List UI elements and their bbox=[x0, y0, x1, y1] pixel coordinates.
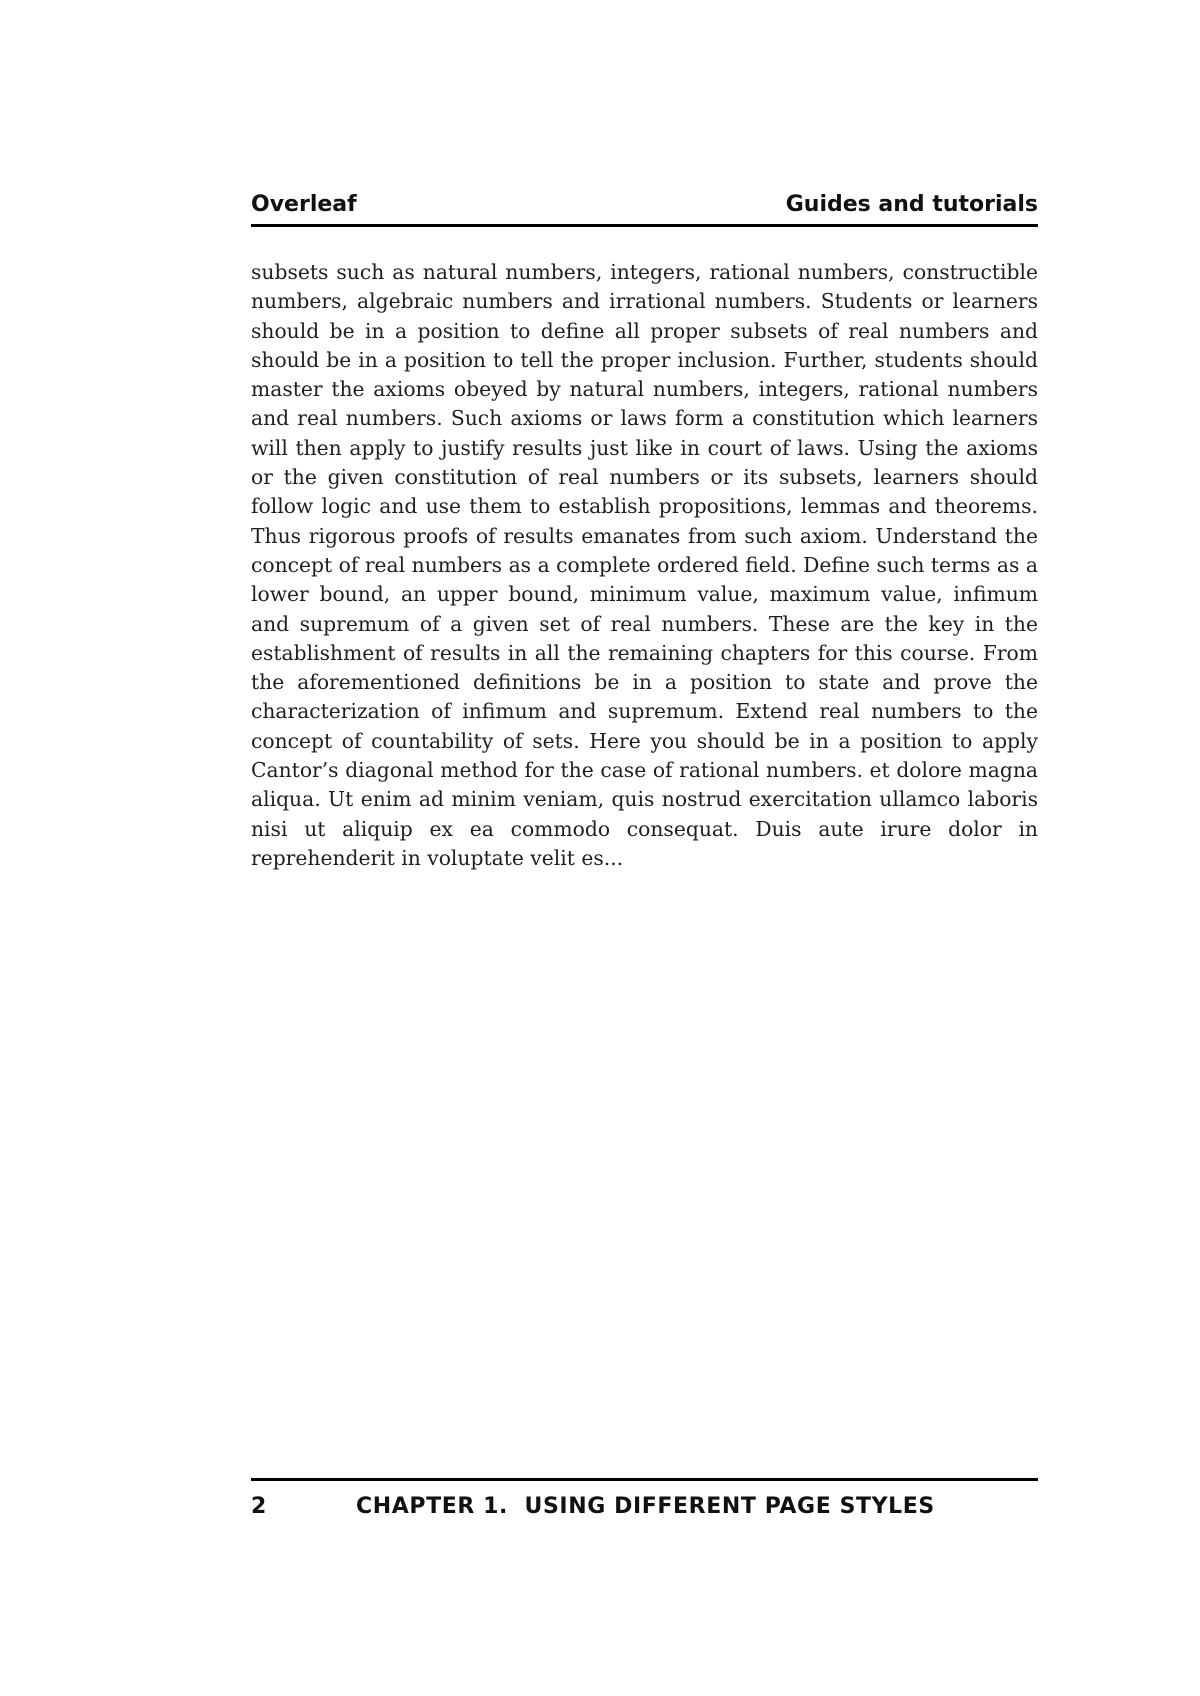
chapter-title: CHAPTER 1. USING DIFFERENT PAGE STYLES bbox=[356, 1494, 935, 1519]
page-number: 2 bbox=[251, 1494, 267, 1519]
page-footer bbox=[251, 1478, 1038, 1525]
body-paragraph: subsets such as natural numbers, integers, rational numbers, constructible numbers, algebraic numbers and irrational numbers. Students or learners should be in a position to define all proper subsets of real numbers and should be in a position to tell the proper inclusion. Further, students should master the axioms obeyed by natural numbers, integers, rational numbers and real numbers. Such axioms or laws form a constitution which learners will then apply to justify results just like in court of laws. Using the axioms or the given constitution of real numbers or its subsets, learners should follow logic and use them to establish propositions, lemmas and theorems. Thus rigorous proofs of results emanates from such axiom. Understand the concept of real numbers as a complete ordered field. Define such terms as a lower bound, an upper bound, minimum value, maximum value, infimum and supremum of a given set of real numbers. These are the key in the establishment of results in all the remaining chapters for this course. From the aforementioned definitions be in a position to state and prove the characterization of infimum and supremum. Extend real numbers to the concept of countability of sets. Here you should be in a position to apply Cantor’s diagonal method for the case of rational numbers. et dolore magna aliqua. Ut enim ad minim veniam, quis nostrud exercitation ullamco laboris nisi ut aliquip ex ea commodo consequat. Duis aute irure dolor in reprehenderit in voluptate velit es... bbox=[251, 260, 1038, 870]
header-right-title: Guides and tutorials bbox=[785, 192, 1038, 217]
header-left-title: Overleaf bbox=[251, 192, 357, 217]
page-header bbox=[251, 190, 1038, 227]
